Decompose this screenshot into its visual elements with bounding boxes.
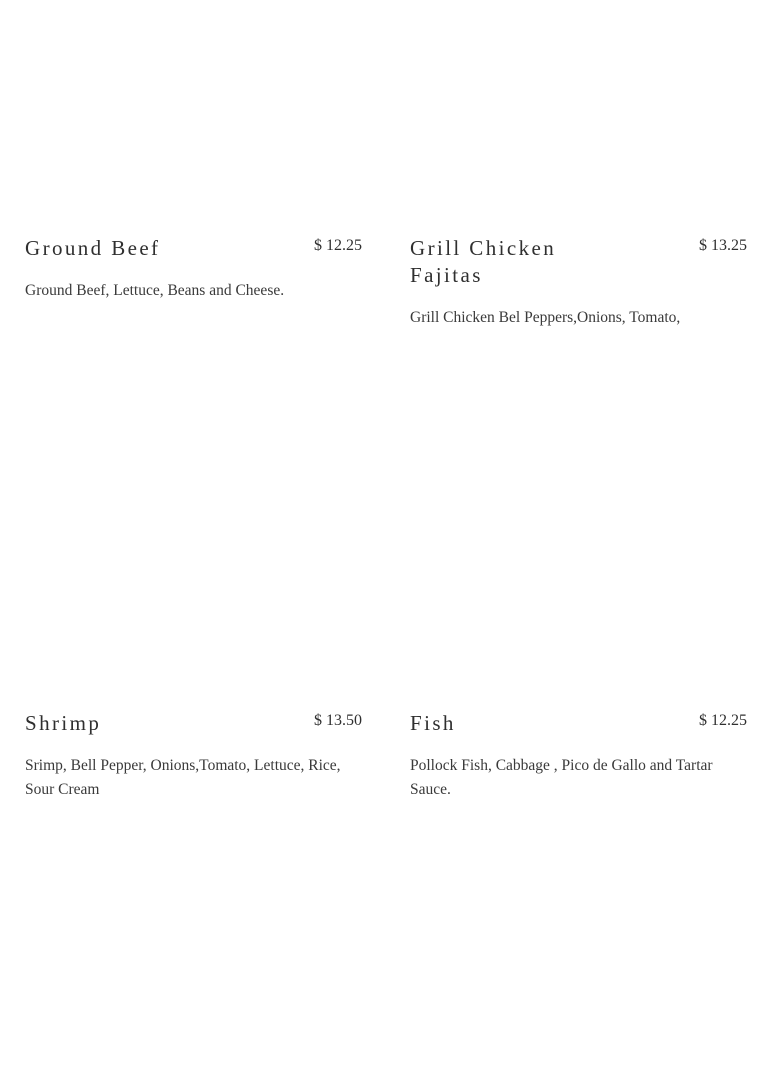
menu-item [410, 710, 747, 802]
menu-item-price: $ 12.25 [314, 237, 362, 254]
menu-item-description: Srimp, Bell Pepper, Onions,Tomato, Lettuce, Rice, Sour Cream [25, 757, 341, 798]
menu-item-name: Ground Beef [25, 236, 161, 260]
menu-item-description: Ground Beef, Lettuce, Beans and Cheese. [25, 282, 285, 299]
menu-item [25, 710, 362, 802]
menu-item-header [25, 235, 362, 262]
menu-item-price: $ 13.25 [699, 237, 747, 254]
menu-item-name: Grill Chicken Fajitas [410, 236, 557, 287]
menu-item-header [25, 710, 362, 737]
menu-item-price: $ 12.25 [699, 712, 747, 729]
menu-item [25, 235, 362, 303]
menu-item-description: Pollock Fish, Cabbage , Pico de Gallo and Tartar Sauce. [410, 757, 713, 798]
menu-item [410, 235, 747, 330]
menu-item-price: $ 13.50 [314, 712, 362, 729]
menu-item-name: Fish [410, 711, 456, 735]
menu-item-name: Shrimp [25, 711, 102, 735]
menu-item-description: Grill Chicken Bel Peppers,Onions, Tomato, [410, 309, 681, 326]
menu-item-header [410, 235, 747, 289]
menu-item-header [410, 710, 747, 737]
